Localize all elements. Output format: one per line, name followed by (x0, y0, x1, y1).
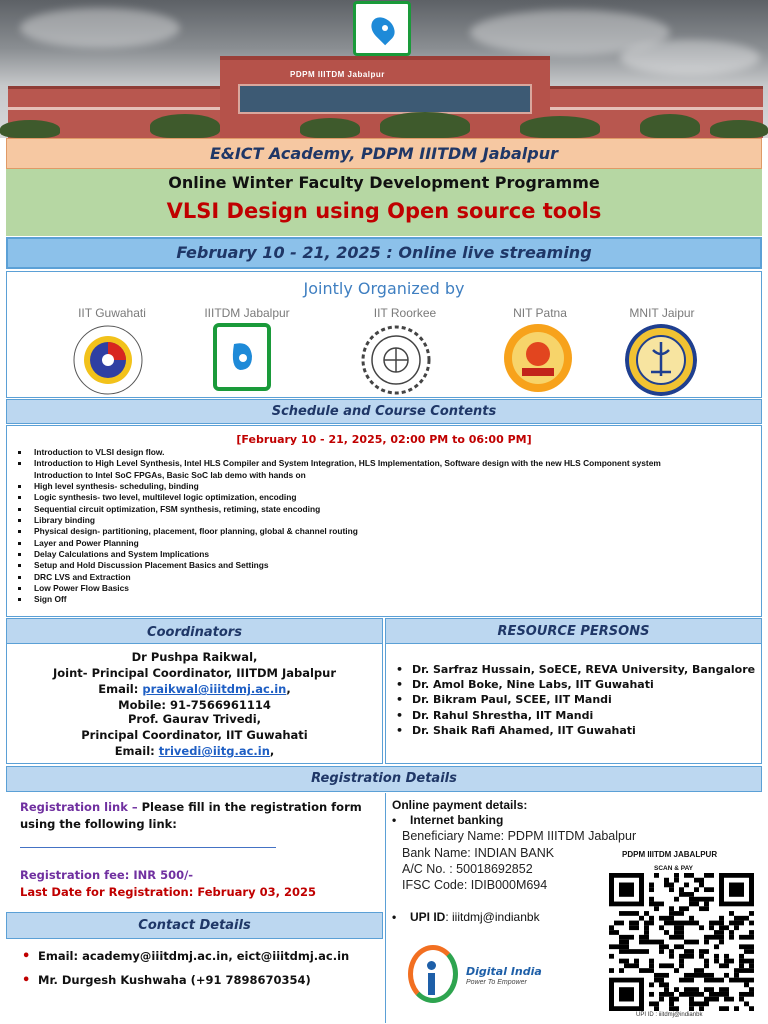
list-item: • Dr. Bikram Paul, SCEE, IIT Mandi (396, 693, 612, 707)
resource-persons-panel (385, 643, 762, 764)
registration-fee: Registration fee: INR 500/- (20, 868, 194, 882)
dates-banner: February 10 - 21, 2025 : Online live streaming (6, 237, 762, 269)
list-item: Sequential circuit optimization, FSM synthesis, retiming, state encoding (18, 504, 661, 515)
topics-list (18, 447, 661, 606)
payment-heading: Online payment details: (392, 798, 528, 812)
list-item: Layer and Power Planning (18, 538, 661, 549)
coordinator-role: Joint- Principal Coordinator, IIITDM Jabalpur (52, 666, 337, 680)
list-item: Introduction to Intel SoC FPGAs, Basic SoC lab demo with hands on (34, 469, 306, 480)
registration-deadline: Last Date for Registration: February 03, 2025 (20, 885, 316, 899)
iiitdm-jabalpur-logo-icon (212, 322, 272, 392)
coordinator-email-line: Email: praikwal@iiitdmj.ac.in, (98, 682, 291, 696)
institute-name: IIITDM Jabalpur (204, 306, 290, 320)
list-item: • Dr. Sarfraz Hussain, SoECE, REVA University, Bangalore (396, 663, 756, 676)
payment-panel (385, 793, 762, 1023)
schedule-heading: Schedule and Course Contents (6, 399, 762, 424)
qr-scan-label: SCAN & PAY (654, 865, 694, 872)
payment-method: • Internet banking (392, 813, 504, 827)
coordinators-heading: Coordinators (6, 618, 383, 645)
iit-guwahati-seal-icon (72, 324, 144, 396)
qr-title: PDPM IIITDM JABALPUR (622, 850, 718, 859)
iit-roorkee-seal-icon (360, 324, 432, 396)
building-sign: PDPM IIITDM Jabalpur (290, 70, 385, 79)
coordinator-mobile: Mobile: 91-7566961114 (118, 698, 271, 712)
institute-name: IIT Roorkee (373, 306, 437, 320)
contact-person: • Mr. Durgesh Kushwaha (+91 7898670354) (22, 973, 311, 988)
contact-panel (6, 940, 383, 1020)
bank-name: Bank Name: INDIAN BANK (402, 846, 555, 860)
list-item: Sign Off (18, 594, 661, 605)
academy-title: E&ICT Academy, PDPM IIITDM Jabalpur (6, 138, 762, 169)
institute-name: MNIT Jaipur (629, 306, 695, 320)
registration-panel (6, 793, 383, 910)
qr-caption: UPI ID : iiitdmj@indianbk (636, 1012, 703, 1018)
list-item: • Dr. Amol Boke, Nine Labs, IIT Guwahati (396, 678, 654, 692)
list-item: Introduction to VLSI design flow. (18, 447, 661, 458)
organizers-heading: Jointly Organized by (303, 279, 465, 298)
contact-email: • Email: academy@iiitdmj.ac.in, eict@iiitdmj.ac.in (22, 949, 350, 964)
registration-link-line: using the following link: (20, 817, 177, 831)
list-item: Setup and Hold Discussion Placement Basics and Settings (18, 560, 661, 571)
programme-name: Online Winter Faculty Development Programme (168, 173, 600, 192)
registration-link-line: Registration link – Please fill in the registration form (20, 800, 362, 814)
registration-heading: Registration Details (6, 766, 762, 792)
list-item: • Dr. Rahul Shrestha, IIT Mandi (396, 708, 594, 722)
organizers-panel (6, 271, 762, 398)
upi-qr-code-icon[interactable] (609, 873, 754, 1011)
institute-name: NIT Patna (513, 306, 567, 320)
list-item: Introduction to High Level Synthesis, Intel HLS Compiler and System Integration, HLS Implementation, Software design with the new HLS Component system (18, 458, 661, 469)
list-item: DRC LVS and Extraction (18, 572, 661, 583)
coordinator-name: Prof. Gaurav Trivedi, (127, 712, 262, 726)
list-item: High level synthesis- scheduling, binding (18, 481, 661, 492)
list-item: Library binding (18, 515, 661, 526)
ifsc-code: IFSC Code: IDIB000M694 (402, 878, 548, 892)
email-link[interactable]: praikwal@iiitdmj.ac.in (142, 682, 287, 696)
coordinator-role: Principal Coordinator, IIT Guwahati (81, 728, 308, 742)
resource-persons-list (396, 662, 755, 738)
digital-india-logo: Digital India Power To Empower (408, 945, 538, 1007)
upi-id-line: • UPI ID: iiitdmj@indianbk (392, 910, 540, 924)
list-item: Low Power Flow Basics (18, 583, 661, 594)
resource-persons-heading: RESOURCE PERSONS (385, 618, 762, 645)
contact-heading: Contact Details (6, 912, 383, 939)
campus-hero-image (0, 0, 768, 138)
list-item: Physical design- partitioning, placement, floor planning, global & channel routing (18, 526, 661, 537)
list-item: Logic synthesis- two level, multilevel logic optimization, encoding (18, 492, 661, 503)
schedule-time: [February 10 - 21, 2025, 02:00 PM to 06:00 PM] (236, 433, 532, 446)
beneficiary-name: Beneficiary Name: PDPM IIITDM Jabalpur (402, 829, 637, 843)
coordinators-panel (6, 643, 383, 764)
email-link[interactable]: trivedi@iitg.ac.in (158, 744, 270, 758)
list-item: Delay Calculations and System Implications (18, 549, 661, 560)
schedule-panel (6, 425, 762, 617)
coordinator-name: Dr Pushpa Raikwal, (131, 650, 258, 664)
mnit-jaipur-seal-icon (625, 324, 697, 396)
account-number: A/C No. : 50018692852 (402, 862, 533, 876)
institute-name: IIT Guwahati (78, 306, 146, 320)
registration-link-field[interactable] (20, 847, 276, 848)
course-title: VLSI Design using Open source tools (166, 199, 602, 223)
nit-patna-seal-icon (502, 322, 574, 394)
programme-banner (6, 169, 762, 236)
coordinator-email-line: Email: trivedi@iitg.ac.in, (114, 744, 275, 758)
list-item: • Dr. Shaik Rafi Ahamed, IIT Guwahati (396, 723, 636, 737)
iiitdm-logo-icon (353, 1, 411, 56)
